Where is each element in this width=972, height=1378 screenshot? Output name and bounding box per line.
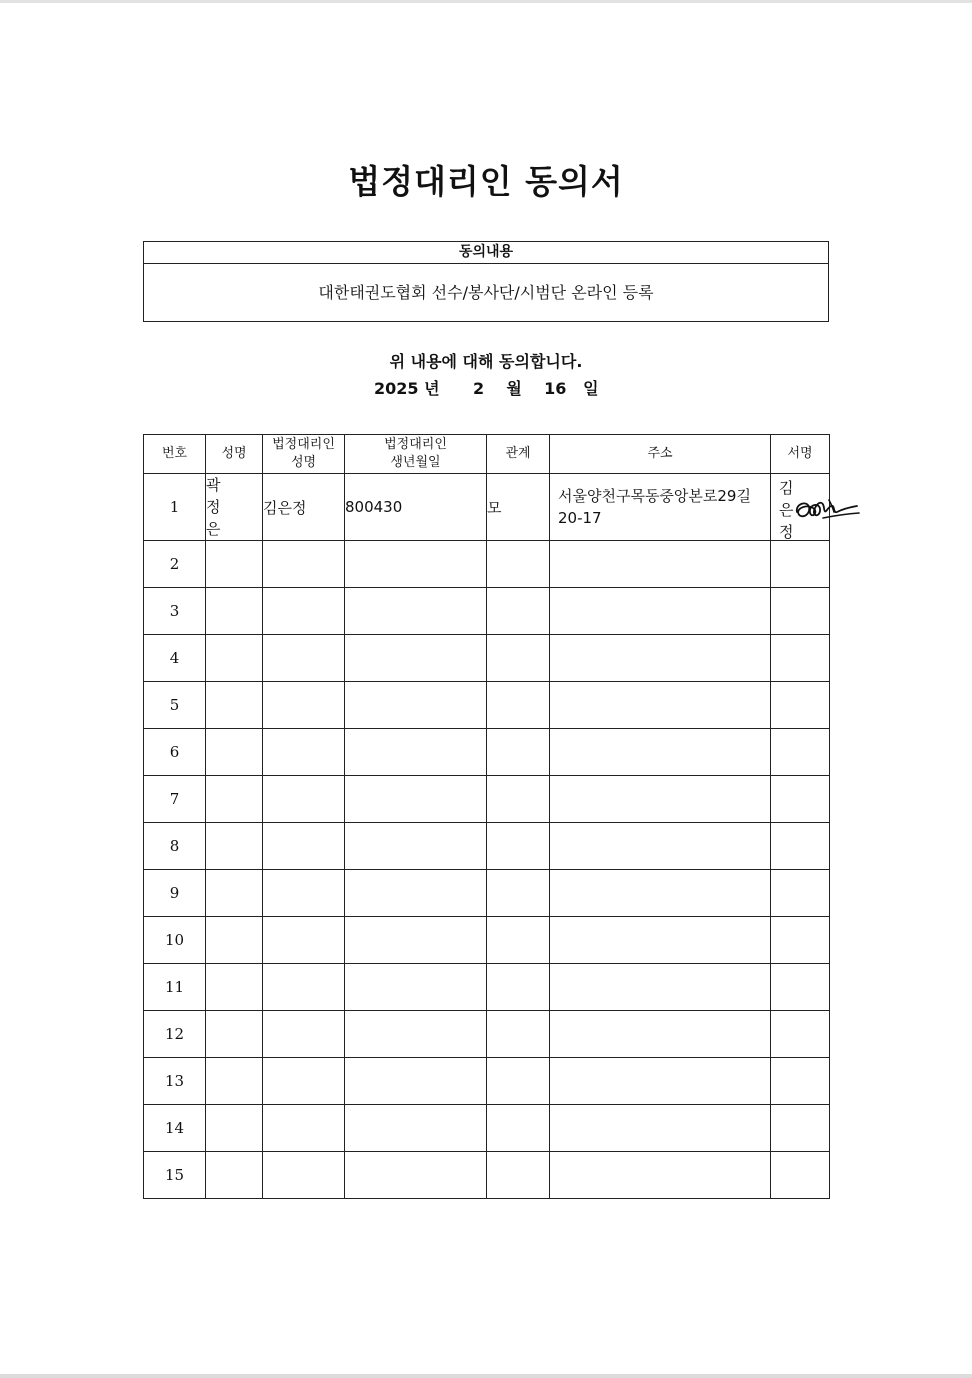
row-guardian-name bbox=[263, 823, 345, 870]
table-row bbox=[144, 474, 830, 541]
table-row bbox=[144, 729, 830, 776]
row-signature bbox=[771, 1058, 830, 1105]
row-relation bbox=[487, 776, 550, 823]
row-no: 1 bbox=[144, 474, 206, 541]
consent-date bbox=[374, 376, 599, 399]
row-name bbox=[206, 1058, 263, 1105]
row-address bbox=[550, 588, 771, 635]
row-guardian-name bbox=[263, 682, 345, 729]
row-address bbox=[550, 1105, 771, 1152]
row-relation bbox=[487, 682, 550, 729]
row-address bbox=[550, 729, 771, 776]
row-relation bbox=[487, 729, 550, 776]
row-address bbox=[550, 682, 771, 729]
row-guardian-name bbox=[263, 917, 345, 964]
table-header-row bbox=[144, 435, 830, 474]
row-guardian-name bbox=[263, 1058, 345, 1105]
row-relation bbox=[487, 1105, 550, 1152]
header-guardian-birth bbox=[345, 435, 487, 474]
row-address bbox=[550, 1011, 771, 1058]
row-relation bbox=[487, 541, 550, 588]
row-guardian-birth bbox=[345, 870, 487, 917]
date-year-unit: 년 bbox=[424, 379, 440, 398]
row-no: 6 bbox=[144, 729, 206, 776]
date-month: 2 bbox=[473, 379, 485, 398]
row-name bbox=[206, 870, 263, 917]
row-signature bbox=[771, 917, 830, 964]
row-relation bbox=[487, 635, 550, 682]
table-row bbox=[144, 1152, 830, 1199]
row-no: 5 bbox=[144, 682, 206, 729]
row-signature bbox=[771, 729, 830, 776]
row-signature bbox=[771, 541, 830, 588]
header-guardian-name bbox=[263, 435, 345, 474]
row-guardian-name bbox=[263, 588, 345, 635]
row-relation bbox=[487, 1152, 550, 1199]
row-guardian-name bbox=[263, 635, 345, 682]
row-signature bbox=[771, 1152, 830, 1199]
row-guardian-birth bbox=[345, 635, 487, 682]
row-relation bbox=[487, 1058, 550, 1105]
row-no: 4 bbox=[144, 635, 206, 682]
header-name: 성명 bbox=[206, 435, 263, 474]
table-row bbox=[144, 917, 830, 964]
table-row bbox=[144, 682, 830, 729]
row-relation bbox=[487, 1011, 550, 1058]
row-relation bbox=[487, 588, 550, 635]
row-guardian-name bbox=[263, 870, 345, 917]
row-guardian-birth: 800430 bbox=[345, 474, 487, 541]
row-signature bbox=[771, 776, 830, 823]
row-guardian-name bbox=[263, 1011, 345, 1058]
consent-header: 동의내용 bbox=[144, 242, 828, 264]
row-name bbox=[206, 917, 263, 964]
header-signature: 서명 bbox=[771, 435, 830, 474]
row-guardian-name bbox=[263, 1105, 345, 1152]
table-row bbox=[144, 823, 830, 870]
table-row bbox=[144, 870, 830, 917]
consent-content: 대한태권도협회 선수/봉사단/시범단 온라인 등록 bbox=[318, 283, 654, 302]
consent-box bbox=[143, 241, 829, 322]
row-guardian-birth bbox=[345, 1152, 487, 1199]
row-no: 15 bbox=[144, 1152, 206, 1199]
row-signature bbox=[771, 588, 830, 635]
row-name bbox=[206, 588, 263, 635]
table-row bbox=[144, 776, 830, 823]
row-address bbox=[550, 823, 771, 870]
row-relation bbox=[487, 870, 550, 917]
row-relation bbox=[487, 964, 550, 1011]
row-guardian-birth bbox=[345, 1058, 487, 1105]
date-day: 16 bbox=[544, 379, 567, 398]
row-guardian-name bbox=[263, 541, 345, 588]
row-name bbox=[206, 823, 263, 870]
table-row bbox=[144, 541, 830, 588]
row-address bbox=[550, 917, 771, 964]
row-name bbox=[206, 1011, 263, 1058]
header-no: 번호 bbox=[144, 435, 206, 474]
date-month-unit: 월 bbox=[506, 379, 522, 398]
row-signature bbox=[771, 635, 830, 682]
signature-name: 김 은 정 bbox=[779, 479, 803, 541]
row-no: 14 bbox=[144, 1105, 206, 1152]
document-title: 법정대리인 동의서 bbox=[348, 162, 624, 201]
row-address: 서울양천구목동중앙본로29길 20-17 bbox=[550, 474, 771, 541]
row-guardian-birth bbox=[345, 729, 487, 776]
row-relation bbox=[487, 917, 550, 964]
row-address bbox=[550, 964, 771, 1011]
row-guardian-birth bbox=[345, 823, 487, 870]
row-no: 13 bbox=[144, 1058, 206, 1105]
row-name bbox=[206, 776, 263, 823]
row-no: 10 bbox=[144, 917, 206, 964]
row-guardian-birth bbox=[345, 776, 487, 823]
row-signature bbox=[771, 1011, 830, 1058]
row-address bbox=[550, 1152, 771, 1199]
table-row bbox=[144, 635, 830, 682]
agree-statement: 위 내용에 대해 동의합니다. bbox=[389, 352, 583, 371]
row-signature bbox=[771, 474, 830, 541]
table-row bbox=[144, 964, 830, 1011]
row-guardian-birth bbox=[345, 682, 487, 729]
header-guardian-name-line2: 성명 bbox=[290, 455, 317, 470]
row-guardian-name bbox=[263, 776, 345, 823]
row-guardian-birth bbox=[345, 588, 487, 635]
row-name bbox=[206, 682, 263, 729]
header-relation: 관계 bbox=[487, 435, 550, 474]
row-guardian-name bbox=[263, 729, 345, 776]
top-border bbox=[0, 0, 972, 3]
table-row bbox=[144, 1058, 830, 1105]
table-row bbox=[144, 1011, 830, 1058]
row-address bbox=[550, 1058, 771, 1105]
row-address bbox=[550, 870, 771, 917]
row-signature bbox=[771, 682, 830, 729]
row-name bbox=[206, 729, 263, 776]
header-guardian-name-line1: 법정대리인 bbox=[272, 437, 335, 452]
row-address bbox=[550, 776, 771, 823]
row-name bbox=[206, 1152, 263, 1199]
guardian-table bbox=[143, 434, 830, 1199]
row-guardian-birth bbox=[345, 1011, 487, 1058]
row-no: 11 bbox=[144, 964, 206, 1011]
row-no: 7 bbox=[144, 776, 206, 823]
table-row bbox=[144, 1105, 830, 1152]
row-name bbox=[206, 635, 263, 682]
row-guardian-birth bbox=[345, 917, 487, 964]
row-name bbox=[206, 1105, 263, 1152]
row-signature bbox=[771, 870, 830, 917]
row-signature bbox=[771, 1105, 830, 1152]
row-guardian-birth bbox=[345, 964, 487, 1011]
row-no: 12 bbox=[144, 1011, 206, 1058]
row-name bbox=[206, 541, 263, 588]
row-guardian-name: 김은정 bbox=[263, 474, 345, 541]
row-name: 곽 정 은 bbox=[206, 474, 263, 541]
date-year: 2025 bbox=[374, 379, 419, 398]
header-guardian-birth-line1: 법정대리인 bbox=[384, 437, 447, 452]
date-day-unit: 일 bbox=[583, 379, 599, 398]
row-no: 9 bbox=[144, 870, 206, 917]
row-guardian-name bbox=[263, 1152, 345, 1199]
handwritten-signature bbox=[793, 494, 861, 524]
row-name bbox=[206, 964, 263, 1011]
row-signature bbox=[771, 964, 830, 1011]
row-guardian-birth bbox=[345, 1105, 487, 1152]
header-guardian-birth-line2: 생년월일 bbox=[390, 455, 441, 470]
bottom-border bbox=[0, 1374, 972, 1378]
row-guardian-name bbox=[263, 964, 345, 1011]
row-signature bbox=[771, 823, 830, 870]
row-no: 8 bbox=[144, 823, 206, 870]
row-relation bbox=[487, 823, 550, 870]
row-no: 3 bbox=[144, 588, 206, 635]
row-guardian-birth bbox=[345, 541, 487, 588]
row-no: 2 bbox=[144, 541, 206, 588]
row-address bbox=[550, 541, 771, 588]
row-relation: 모 bbox=[487, 474, 550, 541]
table-row bbox=[144, 588, 830, 635]
row-address bbox=[550, 635, 771, 682]
header-address: 주소 bbox=[550, 435, 771, 474]
